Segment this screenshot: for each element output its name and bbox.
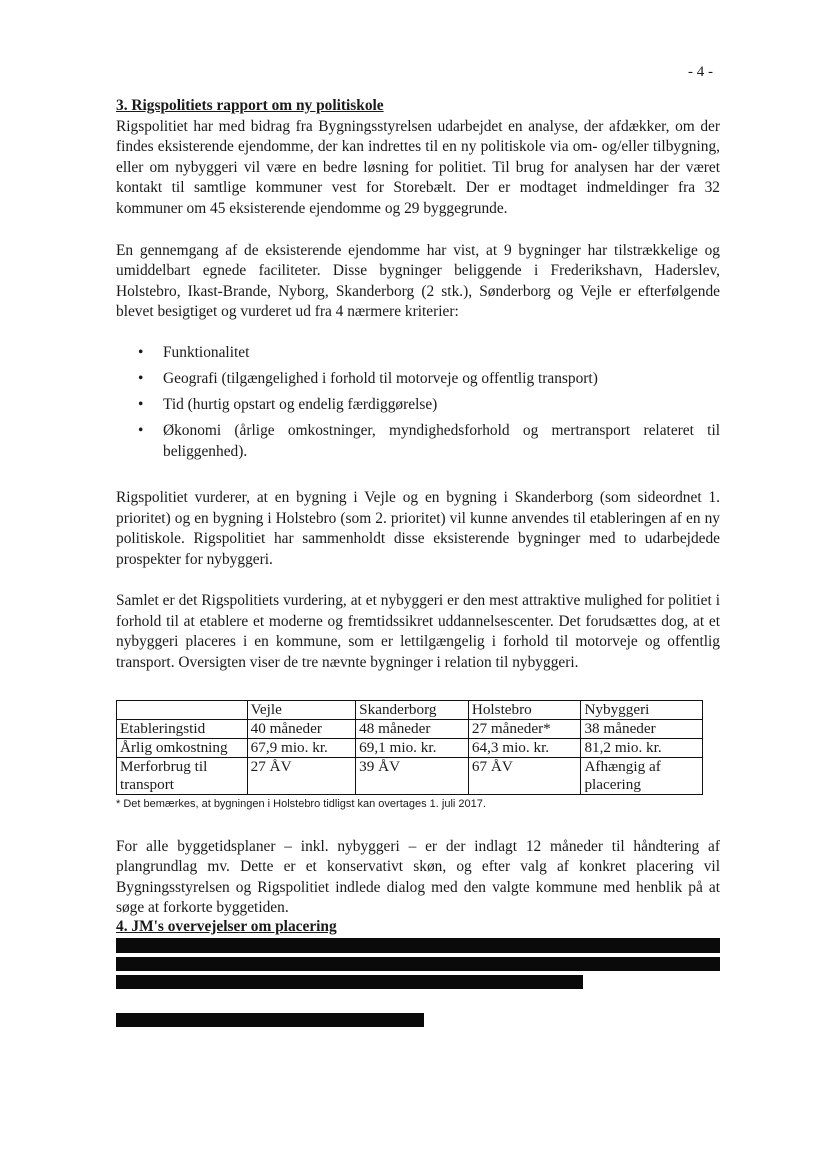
criteria-text: Funktionalitet	[163, 343, 250, 361]
redaction-bar	[116, 975, 583, 989]
redaction-bar	[116, 938, 720, 953]
document-body	[116, 96, 720, 919]
table-cell: 67 ÅV	[468, 757, 581, 794]
comparison-table	[116, 700, 703, 795]
table-footnote: * Det bemærkes, at bygningen i Holstebro tidligst kan overtages 1. juli 2017.	[116, 797, 486, 810]
criteria-list	[116, 343, 720, 462]
section-4-heading: 4. JM's overvejelser om placering	[116, 918, 337, 935]
section-3-heading: 3. Rigspolitiets rapport om ny politiskole	[116, 97, 384, 114]
table-cell: Afhængig af placering	[581, 757, 703, 794]
table-cell: Merforbrug til transport	[117, 757, 248, 794]
section-3-paragraph-2: En gennemgang af de eksisterende ejendomme har vist, at 9 bygninger har tilstrækkelige og umiddelbart egnede faciliteter. Disse bygninger beliggende i Frederikshavn, Haderslev, Holstebro, Ikast-Brande, Nyborg, Skanderborg (2 stk.), Sønderborg og Vejle er efterfølgende blevet besigtiget og vurderet ud fra 4 nærmere kriterier:	[116, 241, 720, 321]
bullet-icon: •	[138, 422, 144, 440]
table-row	[117, 738, 703, 757]
criteria-item	[116, 421, 720, 462]
table-cell: Etableringstid	[117, 719, 248, 738]
criteria-item	[116, 395, 720, 416]
bullet-icon: •	[138, 396, 144, 414]
table-cell: 48 måneder	[356, 719, 469, 738]
table-cell: Nybyggeri	[581, 700, 703, 719]
table-row	[117, 757, 703, 794]
section-3-paragraph-5: For alle byggetidsplaner – inkl. nybyggeri – er der indlagt 12 måneder til håndtering af plangrundlag mv. Dette er et konservativt skøn, og efter valg af konkret placering vil Bygningsstyrelsen og Rigspolitiet indlede dialog med den valgte kommune med henblik på at søge at forkorte byggetiden.	[116, 837, 720, 917]
criteria-item	[116, 369, 720, 390]
table-cell	[117, 700, 248, 719]
bullet-icon: •	[138, 343, 144, 361]
criteria-text: Geografi (tilgængelighed i forhold til motorveje og offentlig transport)	[163, 370, 598, 388]
section-3-paragraph-1: Rigspolitiet har med bidrag fra Bygningsstyrelsen udarbejdet en analyse, der afdækker, om der findes eksisterende ejendomme, der kan indrettes til en ny politiskole via om- og/eller tilbygning, eller om nybyggeri vil være en bedre løsning for politiet. Til brug for analysen har der været kontakt til samtlige kommuner vest for Storebælt. Der er modtaget indmeldinger fra 32 kommuner om 45 eksisterende ejendomme og 29 byggegrunde.	[116, 117, 720, 217]
table-cell: 27 ÅV	[247, 757, 356, 794]
table-cell: Holstebro	[468, 700, 581, 719]
table-row	[117, 719, 703, 738]
criteria-item	[116, 343, 720, 364]
bullet-icon: •	[138, 370, 144, 388]
criteria-text: Tid (hurtig opstart og endelig færdiggørelse)	[163, 396, 438, 414]
table-cell: 64,3 mio. kr.	[468, 738, 581, 757]
redaction-bar	[116, 957, 720, 971]
table-header-row	[117, 700, 703, 719]
table-cell: Skanderborg	[356, 700, 469, 719]
table-cell: 40 måneder	[247, 719, 356, 738]
section-3-paragraph-3: Rigspolitiet vurderer, at en bygning i Vejle og en bygning i Skanderborg (som sideordnet 1. prioritet) og en bygning i Holstebro (som 2. prioritet) vil kunne anvendes til etableringen af en ny politiskole. Rigspolitiet har sammenholdt disse eksisterende bygninger med to udarbejdede prospekter for nybyggeri.	[116, 488, 720, 568]
table-cell: 81,2 mio. kr.	[581, 738, 703, 757]
page-number: - 4 -	[688, 64, 713, 80]
table-cell: 67,9 mio. kr.	[247, 738, 356, 757]
criteria-text: Økonomi (årlige omkostninger, myndighedsforhold og mertransport relateret til beliggenhed).	[163, 422, 720, 460]
table-cell: Vejle	[247, 700, 356, 719]
section-3-paragraph-4: Samlet er det Rigspolitiets vurdering, at et nybyggeri er den mest attraktive mulighed for politiet i forhold til at etablere et moderne og fremtidssikret uddannelsescenter. Det forudsættes dog, at et nybyggeri placeres i en kommune, som er lettilgængelig i forhold til motorveje og offentlig transport. Oversigten viser de tre nævnte bygninger i relation til nybyggeri.	[116, 592, 720, 672]
table-cell: Årlig omkostning	[117, 738, 248, 757]
redaction-bar	[116, 1013, 424, 1027]
table-cell: 39 ÅV	[356, 757, 469, 794]
table-cell: 38 måneder	[581, 719, 703, 738]
table-cell: 27 måneder*	[468, 719, 581, 738]
table-cell: 69,1 mio. kr.	[356, 738, 469, 757]
